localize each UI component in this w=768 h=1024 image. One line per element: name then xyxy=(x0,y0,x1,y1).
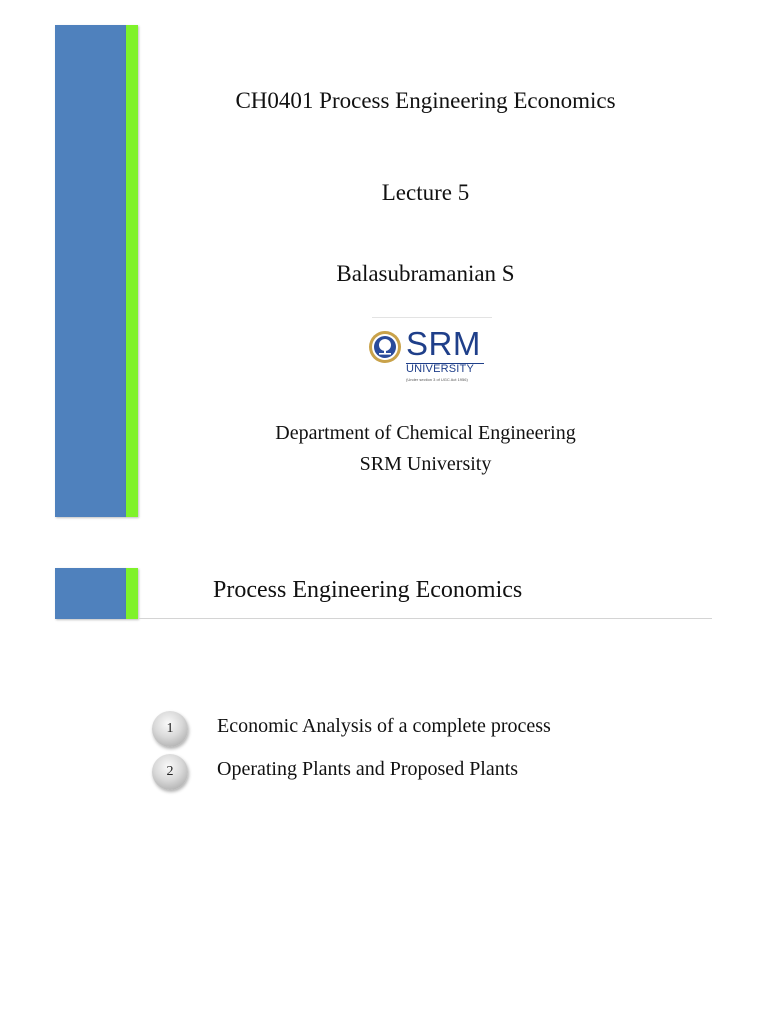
logo-divider xyxy=(372,317,492,318)
list-item-text: Economic Analysis of a complete process xyxy=(217,715,551,737)
srm-logo xyxy=(368,327,498,387)
logo-note: (Under section 3 of UGC Act 1956) xyxy=(406,377,468,382)
accent-bar-green xyxy=(126,25,138,517)
logo-subtitle: UNIVERSITY xyxy=(406,363,475,375)
course-title: CH0401 Process Engineering Economics xyxy=(235,88,616,113)
list-item-text: Operating Plants and Proposed Plants xyxy=(217,758,519,780)
university-seal-icon xyxy=(368,330,402,364)
university-name: SRM University xyxy=(359,453,492,475)
department-name: Department of Chemical Engineering xyxy=(275,422,576,444)
header-bar-green xyxy=(126,568,138,619)
number-bullet: 1 xyxy=(152,711,188,747)
list-item xyxy=(152,754,712,790)
accent-bar-blue xyxy=(55,25,126,517)
title-divider xyxy=(138,618,712,619)
lecture-number: Lecture 5 xyxy=(381,180,470,205)
header-bar-blue xyxy=(55,568,126,619)
slide-title: Process Engineering Economics xyxy=(213,577,523,603)
list-item xyxy=(152,711,712,747)
logo-wordmark: SRM xyxy=(406,325,481,362)
number-bullet: 2 xyxy=(152,754,188,790)
author-name: Balasubramanian S xyxy=(336,261,515,286)
